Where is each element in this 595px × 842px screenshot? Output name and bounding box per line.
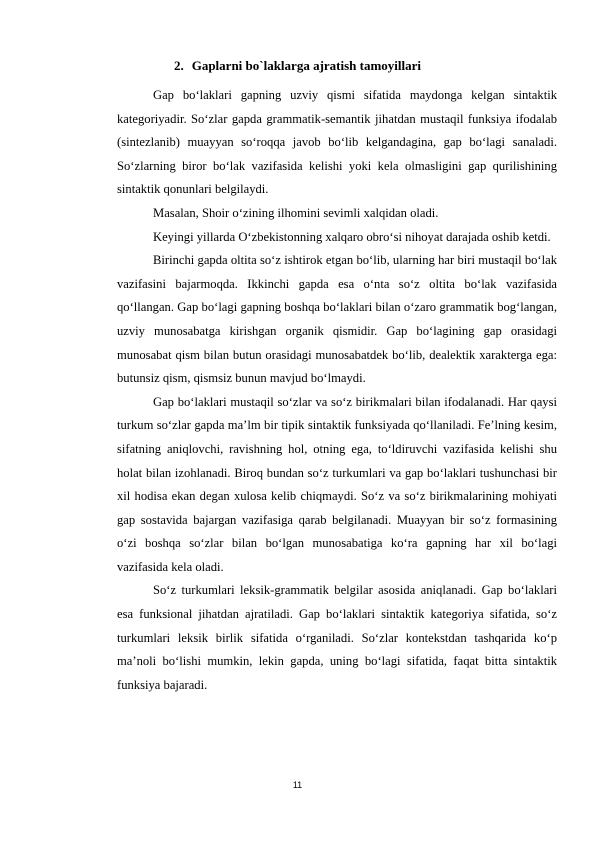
section-title: Gaplarni bo`laklarga ajratish tamoyillari	[191, 58, 422, 73]
paragraph: Keyingi yillarda O‘zbekistonning xalqaro obro‘si nihoyat darajada oshib ketdi.	[153, 229, 551, 244]
paragraph: Gap bo‘laklari gapning uzviy qismi sifatida maydonga kelgan sintaktik kategoriyadir. So‘zlar gapda grammatik-semantik jihatdan mustaqil funksiya ifodalab (sintezlanib) muayyan so‘roqqa javob bo‘lib kelgandagina, gap bo‘lagi sanaladi. So‘zlarning biror bo‘lak vazifasida kelishi yoki kela olmasligini gap qurilishining sintaktik qonunlari belgilaydi.	[117, 88, 557, 197]
section-number: 2.	[173, 58, 184, 73]
paragraph: Gap bo‘laklari mustaqil so‘zlar va so‘z birikmalari bilan ifodalanadi. Har qaysi turkum so‘zlar gapda ma’lm bir tipik sintaktik funksiyada qo‘llaniladi. Fe’lning kesim, sifatning aniqlovchi, ravishning hol, otning ega, to‘ldiruvchi vazifasida kelishi shu holat bilan izohlanadi. Biroq bundan so‘z turkumlari va gap bo‘laklari tushunchasi bir xil hodisa ekan degan xulosa kelib chiqmaydi. So‘z va so‘z birikmalarining mohiyati gap sostavida bajargan vazifasiga qarab belgilanadi. Muayyan bir so‘z formasining o‘zi boshqa so‘zlar bilan bo‘lgan munosabatiga ko‘ra gapning har xil bo‘lagi vazifasida kela oladi.	[117, 394, 557, 574]
paragraph: So‘z turkumlari leksik-grammatik belgilar asosida aniqlanadi. Gap bo‘laklari esa funksional jihatdan ajratiladi. Gap bo‘laklari sintaktik kategoriya sifatida, so‘z turkumlari leksik birlik sifatida o‘rganiladi. So‘zlar kontekstdan tashqarida ko‘p ma’noli bo‘lishi mumkin, lekin gapda, uning bo‘lagi sifatida, faqat bitta sintaktik funksiya bajaradi.	[117, 583, 557, 692]
page-number: 11	[292, 780, 303, 790]
paragraph: Masalan, Shoir o‘zining ilhomini sevimli xalqidan oladi.	[153, 205, 439, 220]
paragraph: Birinchi gapda oltita so‘z ishtirok etgan bo‘lib, ularning har biri mustaqil bo‘lak vazifasini bajarmoqda. Ikkinchi gapda esa o‘nta so‘z oltita bo‘lak vazifasida qo‘llangan. Gap bo‘lagi gapning boshqa bo‘laklari bilan o‘zaro grammatik bog‘langan, uzviy munosabatga kirishgan organik qismidir. Gap bo‘lagining gap orasidagi munosabat qism bilan butun orasidagi munosabatdek bo‘lib, dealektik xarakterga ega: butunsiz qism, qismsiz bunun mavjud bo‘lmaydi.	[117, 253, 557, 386]
section-heading	[0, 57, 595, 75]
body-text	[117, 84, 557, 697]
